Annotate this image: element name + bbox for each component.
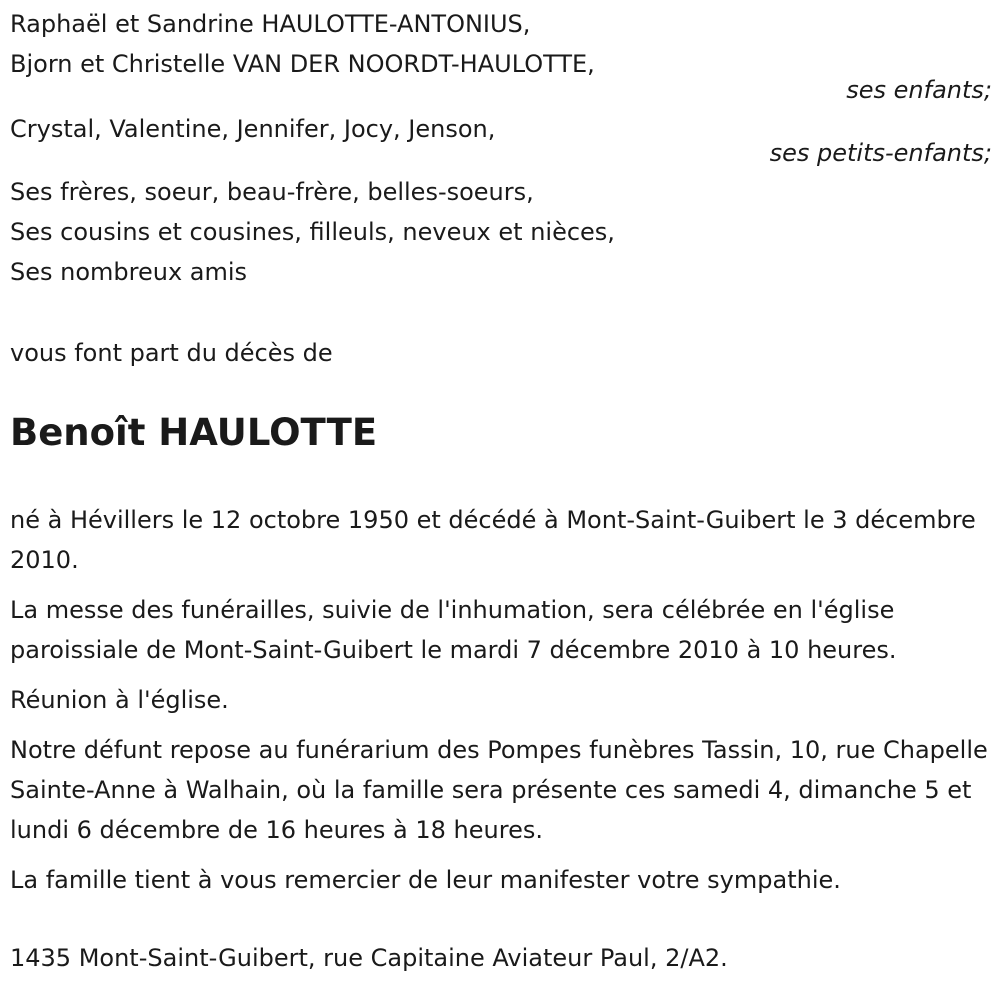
thanks-paragraph: La famille tient à vous remercier de leur manifester votre sympathie.: [10, 866, 841, 894]
grandchildren-line: Crystal, Valentine, Jennifer, Jocy, Jenson,: [10, 115, 496, 143]
funerarium-paragraph: Notre défunt repose au funérarium des Pompes funèbres Tassin, 10, rue Chapelle Sainte-Anne à Walhain, où la famille sera présente ces samedi 4, dimanche 5 et lundi 6 décembre de 16 heures à 18 heures.: [10, 736, 988, 844]
others-line-3: Ses nombreux amis: [10, 258, 248, 286]
children-label: ses enfants;: [846, 76, 992, 104]
deceased-name: Benoît HAULOTTE: [10, 411, 378, 454]
grandchildren-label: ses petits-enfants;: [769, 139, 992, 167]
announcement: vous font part du décès de: [10, 339, 333, 367]
birth-death-paragraph: né à Hévillers le 12 octobre 1950 et décédé à Mont-Saint-Guibert le 3 décembre 2010.: [10, 506, 976, 574]
address: 1435 Mont-Saint-Guibert, rue Capitaine Aviateur Paul, 2/A2.: [10, 944, 728, 972]
child-line-1: Raphaël et Sandrine HAULOTTE-ANTONIUS,: [10, 10, 531, 38]
child-line-2: Bjorn et Christelle VAN DER NOORDT-HAULOTTE,: [10, 50, 595, 78]
funeral-paragraph: La messe des funérailles, suivie de l'inhumation, sera célébrée en l'église paroissiale de Mont-Saint-Guibert le mardi 7 décembre 2010 à 10 heures.: [10, 596, 897, 664]
others-block: [10, 172, 992, 292]
others-line-2: Ses cousins et cousines, filleuls, neveux et nièces,: [10, 218, 615, 246]
others-line-1: Ses frères, soeur, beau-frère, belles-soeurs,: [10, 178, 534, 206]
body-text: [10, 500, 992, 900]
meeting-paragraph: Réunion à l'église.: [10, 686, 229, 714]
